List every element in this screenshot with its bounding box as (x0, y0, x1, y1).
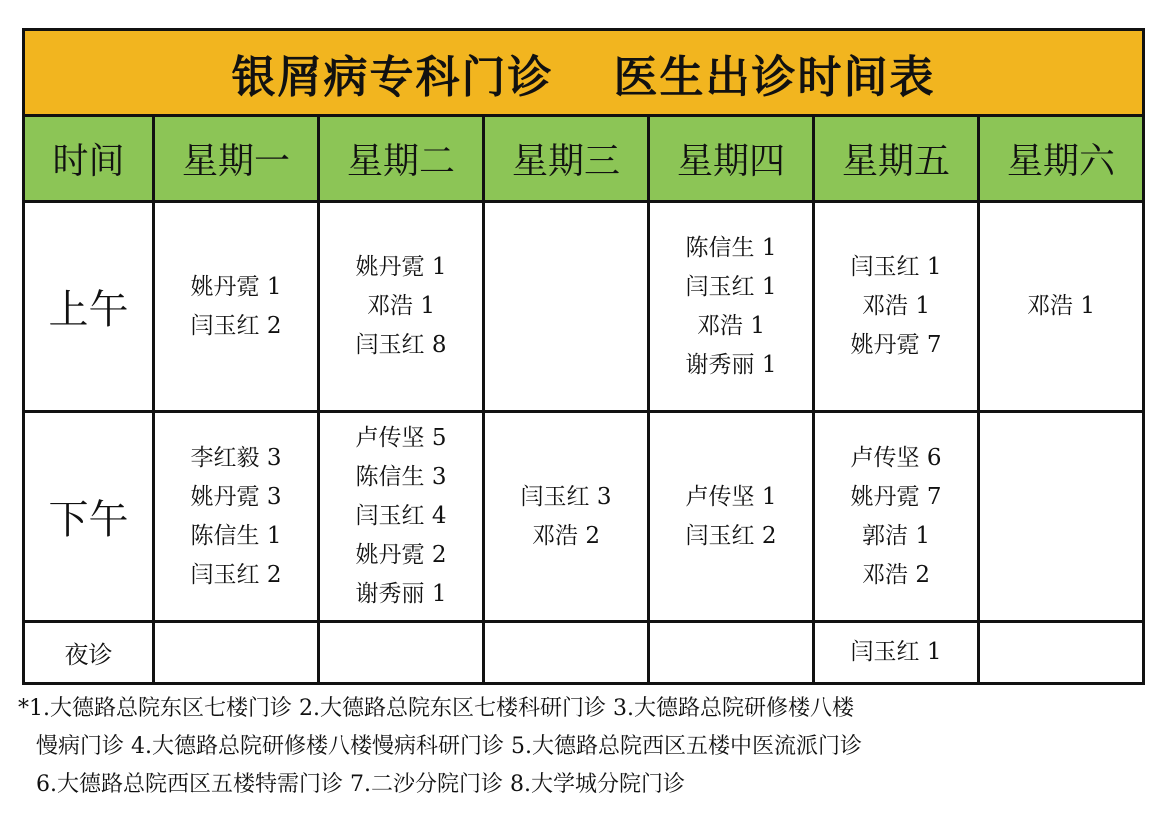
period-label: 下午 (24, 412, 154, 622)
cell-thu (649, 202, 814, 412)
header-friday: 星期五 (814, 116, 979, 202)
row-morning (24, 202, 1144, 412)
doctor-entry: 郭洁 1 (862, 522, 930, 549)
table-title (24, 30, 1144, 116)
cell-wed (484, 622, 649, 684)
doctor-entry: 谢秀丽 1 (685, 351, 777, 378)
cell-wed (484, 202, 649, 412)
footnotes (18, 690, 1153, 804)
doctor-entry: 姚丹霓 3 (190, 483, 282, 510)
period-label: 夜诊 (24, 622, 154, 684)
doctor-entry: 姚丹霓 1 (190, 273, 282, 300)
cell-fri (814, 622, 979, 684)
doctor-entry: 邓浩 1 (367, 293, 435, 319)
doctor-entry: 卢传坚 5 (355, 425, 447, 451)
cell-thu (649, 412, 814, 622)
doctor-entry: 陈信生 1 (685, 234, 777, 261)
title-schedule: 医生出诊时间表 (613, 51, 936, 103)
footnote-line: *1.大德路总院东区七楼门诊 2.大德路总院东区七楼科研门诊 3.大德路总院研修楼八楼 (18, 696, 854, 721)
row-afternoon (24, 412, 1144, 622)
doctor-entry: 闫玉红 2 (685, 522, 777, 549)
cell-mon (154, 412, 319, 622)
doctor-entry: 闫玉红 1 (850, 254, 942, 280)
doctor-entry: 闫玉红 2 (190, 561, 282, 588)
doctor-entry: 邓浩 1 (697, 312, 765, 339)
doctor-entry: 闫玉红 1 (685, 273, 777, 300)
cell-wed (484, 412, 649, 622)
cell-tue (319, 202, 484, 412)
doctor-entry: 姚丹霓 7 (850, 332, 942, 358)
footnote-line: 6.大德路总院西区五楼特需门诊 7.二沙分院门诊 8.大学城分院门诊 (36, 772, 685, 797)
cell-mon (154, 622, 319, 684)
footnote-line: 慢病门诊 4.大德路总院研修楼八楼慢病科研门诊 5.大德路总院西区五楼中医流派门诊 (36, 734, 862, 759)
doctor-entry: 闫玉红 8 (355, 332, 447, 358)
cell-mon (154, 202, 319, 412)
cell-sat (979, 622, 1144, 684)
doctor-entry: 陈信生 1 (190, 522, 282, 549)
doctor-entry: 邓浩 1 (1027, 293, 1095, 319)
doctor-entry: 姚丹霓 7 (850, 483, 942, 510)
cell-sat (979, 412, 1144, 622)
cell-sat (979, 202, 1144, 412)
doctor-entry: 姚丹霓 1 (355, 254, 447, 280)
header-row (24, 116, 1144, 202)
header-time: 时间 (24, 116, 154, 202)
title-clinic: 银屑病专科门诊 (231, 51, 554, 103)
cell-fri (814, 412, 979, 622)
header-tuesday: 星期二 (319, 116, 484, 202)
header-wednesday: 星期三 (484, 116, 649, 202)
doctor-entry: 闫玉红 2 (190, 312, 282, 339)
header-thursday: 星期四 (649, 116, 814, 202)
doctor-entry: 闫玉红 4 (355, 503, 447, 529)
doctor-entry: 邓浩 2 (862, 561, 930, 588)
row-evening (24, 622, 1144, 684)
cell-fri (814, 202, 979, 412)
doctor-entry: 谢秀丽 1 (355, 581, 447, 607)
doctor-entry: 卢传坚 6 (850, 444, 942, 471)
doctor-entry: 闫玉红 3 (520, 483, 612, 510)
cell-thu (649, 622, 814, 684)
cell-tue (319, 622, 484, 684)
doctor-entry: 陈信生 3 (355, 464, 447, 490)
header-monday: 星期一 (154, 116, 319, 202)
cell-tue (319, 412, 484, 622)
period-label: 上午 (24, 202, 154, 412)
title-row (24, 30, 1144, 116)
header-saturday: 星期六 (979, 116, 1144, 202)
doctor-entry: 闫玉红 1 (850, 639, 942, 665)
doctor-entry: 李红毅 3 (190, 444, 282, 471)
doctor-entry: 邓浩 1 (862, 293, 930, 319)
doctor-entry: 姚丹霓 2 (355, 542, 447, 568)
schedule-table (22, 28, 1145, 685)
doctor-entry: 邓浩 2 (532, 522, 600, 549)
doctor-entry: 卢传坚 1 (685, 483, 777, 510)
